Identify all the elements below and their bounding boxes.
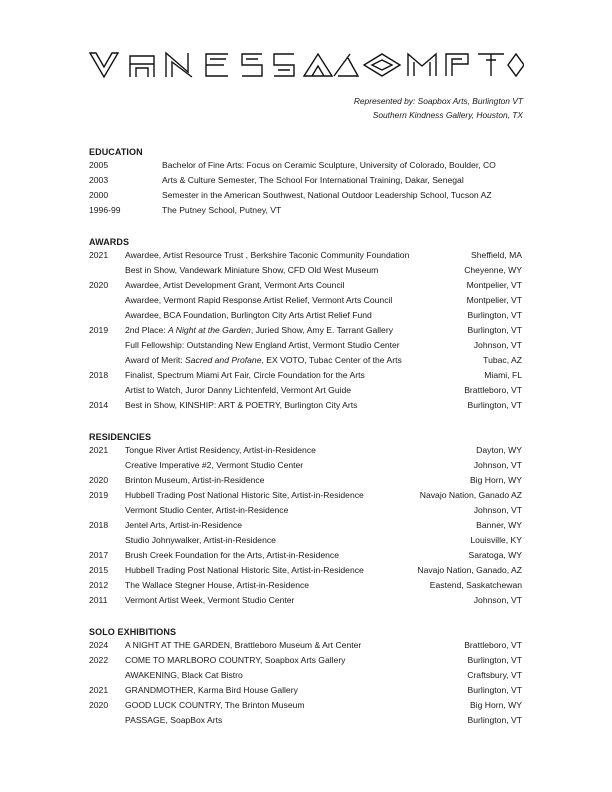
awards-section (89, 236, 522, 413)
entry-text: Awardee, Artist Resource Trust , Berkshire Taconic Community Foundation (125, 250, 410, 260)
entry-text: Awardee, Artist Development Grant, Vermont Arts Council (125, 280, 345, 290)
entry-text-pre: Award of Merit: (125, 355, 186, 365)
entry-text-post: , Juried Show, Amy E. Tarrant Gallery (250, 325, 393, 335)
list-item (89, 458, 522, 473)
entry-year: 2020 (89, 475, 109, 485)
entry-text: Best in Show, KINSHIP: ART & POETRY, Burlington City Arts (125, 400, 358, 410)
list-item (89, 308, 522, 323)
entry-text: Tongue River Artist Residency, Artist-in-Residence (125, 445, 316, 455)
entry-year: 2021 (89, 445, 109, 455)
list-item (89, 653, 522, 668)
name-wordmark (88, 50, 524, 80)
list-item (89, 203, 522, 218)
entry-text: Best in Show, Vandewark Miniature Show, CFD Old West Museum (125, 265, 379, 275)
entry-location: Miami, FL (484, 370, 522, 380)
entry-text: Bachelor of Fine Arts: Focus on Ceramic Sculpture, University of Colorado, Boulder, CO (162, 160, 496, 170)
entry-text: PASSAGE, SoapBox Arts (125, 715, 223, 725)
list-item (89, 248, 522, 263)
entry-text: Arts & Culture Semester, The School For International Training, Dakar, Senegal (162, 175, 464, 185)
entry-location: Big Horn, WY (469, 700, 522, 710)
entry-text (125, 353, 402, 368)
entry-year: 2021 (89, 685, 109, 695)
entry-location: Cheyenne, WY (464, 265, 522, 275)
entry-location: Johnson, VT (473, 595, 522, 605)
entry-location: Burlington, VT (467, 685, 522, 695)
entry-location: Burlington, VT (467, 400, 522, 410)
entry-location: Navajo Nation, Ganado, AZ (417, 565, 522, 575)
list-item (89, 368, 522, 383)
entry-text: Full Fellowship: Outstanding New England Artist, Vermont Studio Center (125, 340, 400, 350)
entry-text: Hubbell Trading Post National Historic Site, Artist-in-Residence (125, 490, 364, 500)
section-title: AWARDS (89, 237, 130, 247)
list-item (89, 443, 522, 458)
entry-year: 2012 (89, 580, 109, 590)
entry-text: The Putney School, Putney, VT (162, 205, 282, 215)
entry-year: 2017 (89, 550, 109, 560)
entry-location: Louisville, KY (470, 535, 522, 545)
list-item (89, 488, 522, 503)
entry-year: 2020 (89, 280, 109, 290)
entry-text: Studio Johnywalker, Artist-in-Residence (125, 535, 276, 545)
entry-text: Hubbell Trading Post National Historic Site, Artist-in-Residence (125, 565, 364, 575)
entry-year: 2024 (89, 640, 109, 650)
entry-location: Brattleboro, VT (464, 385, 522, 395)
entry-text: A NIGHT AT THE GARDEN, Brattleboro Museum & Art Center (125, 640, 362, 650)
list-item (89, 518, 522, 533)
entry-location: Johnson, VT (473, 505, 522, 515)
representation-block (354, 94, 523, 122)
entry-location: Dayton, WY (476, 445, 522, 455)
entry-text: GOOD LUCK COUNTRY, The Brinton Museum (125, 700, 305, 710)
entry-location: Big Horn, WY (469, 475, 522, 485)
list-item (89, 173, 522, 188)
list-item (89, 503, 522, 518)
entry-text: Finalist, Spectrum Miami Art Fair, Circle Foundation for the Arts (125, 370, 365, 380)
entry-location: Eastend, Saskatchewan (429, 580, 522, 590)
entry-text-pre: 2nd Place: (125, 325, 168, 335)
residencies-section (89, 431, 522, 608)
entry-text: Jentel Arts, Artist-in-Residence (125, 520, 243, 530)
entry-location: Montpelier, VT (466, 280, 522, 290)
entry-year: 2022 (89, 655, 109, 665)
entry-year: 2003 (89, 175, 109, 185)
list-item (89, 338, 522, 353)
entry-text: Awardee, BCA Foundation, Burlington City Arts Artist Relief Fund (125, 310, 372, 320)
entry-text: Brinton Museum, Artist-in-Residence (125, 475, 265, 485)
list-item (89, 668, 522, 683)
representation-line-2: Southern Kindness Gallery, Houston, TX (372, 110, 523, 120)
list-item (89, 158, 522, 173)
entry-text: Brush Creek Foundation for the Arts, Artist-in-Residence (125, 550, 339, 560)
entry-text: COME TO MARLBORO COUNTRY, Soapbox Arts Gallery (125, 655, 346, 665)
entry-title-emphasis: Sacred and Profane (185, 355, 262, 365)
entry-location: Tubac, AZ (483, 355, 522, 365)
list-item (89, 383, 522, 398)
entry-location: Banner, WY (476, 520, 522, 530)
entry-location: Burlington, VT (467, 655, 522, 665)
list-item (89, 713, 522, 728)
entry-year: 2018 (89, 370, 109, 380)
entry-year: 2014 (89, 400, 109, 410)
entry-text: AWAKENING, Black Cat Bistro (125, 670, 243, 680)
entry-year: 2020 (89, 700, 109, 710)
entry-year: 2005 (89, 160, 109, 170)
entry-year: 2018 (89, 520, 109, 530)
section-title: EDUCATION (89, 147, 143, 157)
entry-text: Vermont Studio Center, Artist-in-Residence (125, 505, 289, 515)
entry-location: Craftsbury, VT (467, 670, 522, 680)
entry-location: Burlington, VT (467, 310, 522, 320)
entry-text (125, 323, 393, 338)
entry-year: 2019 (89, 490, 109, 500)
entry-location: Montpelier, VT (466, 295, 522, 305)
education-section (89, 146, 522, 218)
entry-text: Vermont Artist Week, Vermont Studio Center (125, 595, 295, 605)
entry-year: 2000 (89, 190, 109, 200)
list-item (89, 293, 522, 308)
list-item (89, 188, 522, 203)
entry-location: Brattleboro, VT (464, 640, 522, 650)
entry-location: Johnson, VT (473, 460, 522, 470)
section-title: SOLO EXHIBITIONS (89, 627, 177, 637)
list-item (89, 278, 522, 293)
list-item (89, 398, 522, 413)
entry-location: Sheffield, MA (471, 250, 522, 260)
entry-year: 2015 (89, 565, 109, 575)
list-item (89, 563, 522, 578)
entry-text: Semester in the American Southwest, National Outdoor Leadership School, Tucson AZ (162, 190, 492, 200)
entry-text: Artist to Watch, Juror Danny Lichtenfeld, Vermont Art Guide (125, 385, 352, 395)
entry-location: Burlington, VT (467, 715, 522, 725)
list-item (89, 638, 522, 653)
entry-text: Awardee, Vermont Rapid Response Artist Relief, Vermont Arts Council (125, 295, 393, 305)
list-item (89, 473, 522, 488)
entry-text-post: , EX VOTO, Tubac Center of the Arts (261, 355, 402, 365)
list-item (89, 698, 522, 713)
entry-title-emphasis: A Night at the Garden (168, 325, 251, 335)
list-item (89, 263, 522, 278)
list-item (89, 548, 522, 563)
entry-year: 2021 (89, 250, 109, 260)
representation-line-1: Represented by: Soapbox Arts, Burlington VT (353, 96, 523, 106)
entry-year: 1996-99 (89, 205, 121, 215)
list-item (89, 593, 522, 608)
solo-exhibitions-section (89, 626, 522, 728)
entry-location: Burlington, VT (467, 325, 522, 335)
list-item (89, 353, 522, 368)
entry-year: 2019 (89, 325, 109, 335)
entry-location: Navajo Nation, Ganado AZ (419, 490, 522, 500)
list-item (89, 533, 522, 548)
list-item (89, 578, 522, 593)
list-item (89, 323, 522, 338)
list-item (89, 683, 522, 698)
entry-location: Saratoga, WY (468, 550, 522, 560)
section-title: RESIDENCIES (89, 432, 152, 442)
entry-text: GRANDMOTHER, Karma Bird House Gallery (125, 685, 298, 695)
entry-text: Creative Imperative #2, Vermont Studio Center (125, 460, 304, 470)
entry-text: The Wallace Stegner House, Artist-in-Residence (125, 580, 310, 590)
entry-year: 2011 (89, 595, 108, 605)
entry-location: Johnson, VT (473, 340, 522, 350)
